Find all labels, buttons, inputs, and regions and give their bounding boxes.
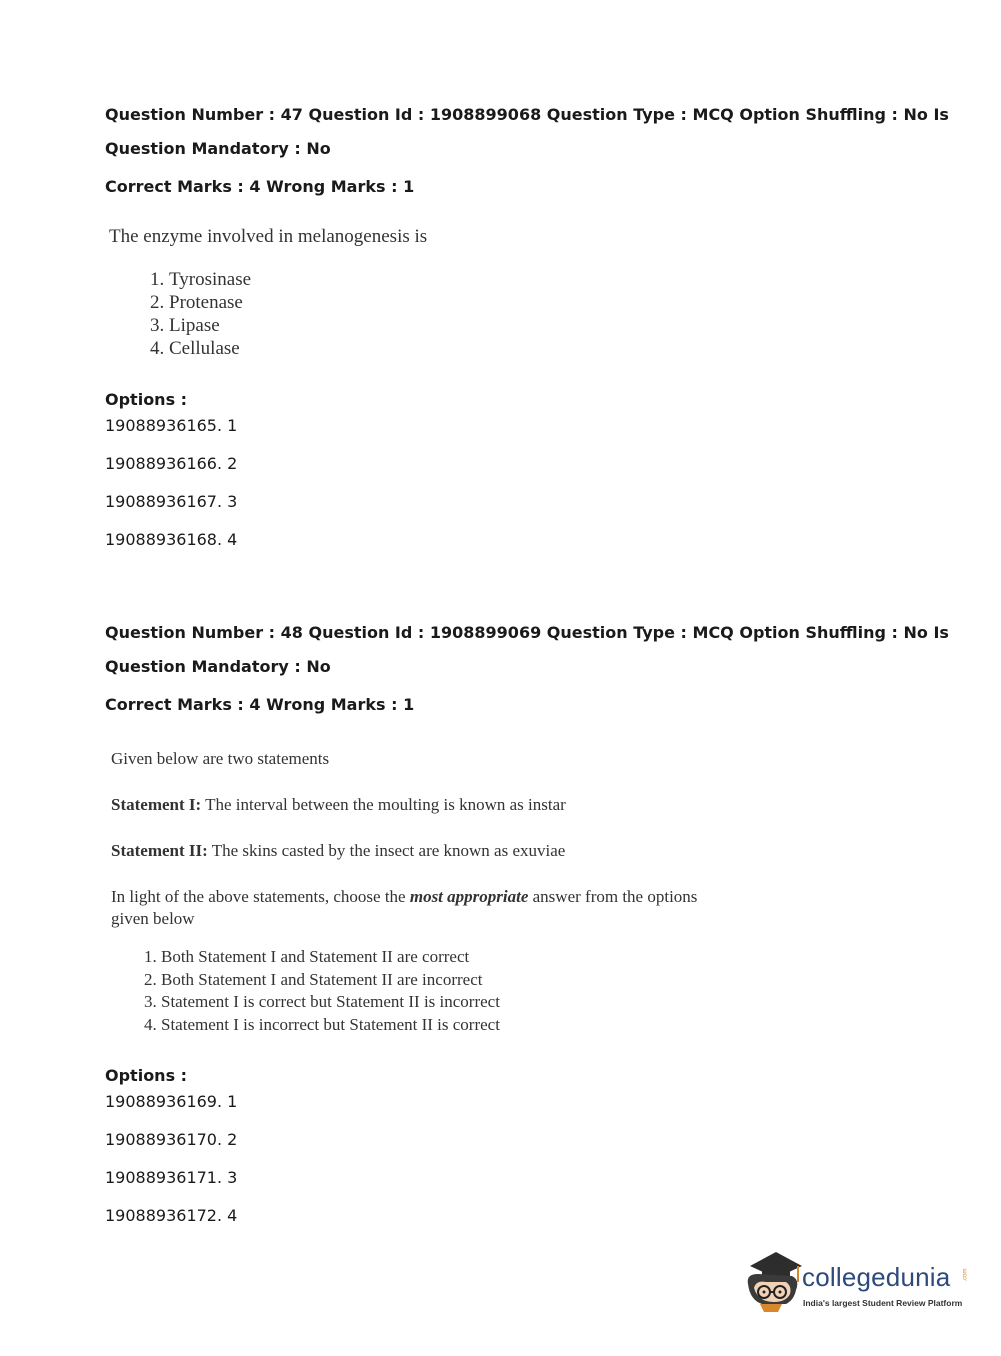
choice-item: 1. Tyrosinase: [169, 268, 965, 291]
choice-item: 4. Statement I is incorrect but Statement II is correct: [161, 1014, 965, 1037]
question-intro: Given below are two statements: [111, 749, 330, 768]
choice-item: 3. Lipase: [169, 314, 965, 337]
statement-1-text: The interval between the moulting is known as instar: [201, 795, 566, 814]
statement-2-text: The skins casted by the insect are known as exuviae: [207, 841, 566, 860]
option-item: 19088936169. 1: [105, 1092, 238, 1111]
option-item: 19088936167. 3: [105, 492, 238, 511]
choice-item: 2. Protenase: [169, 291, 965, 314]
question-48: [105, 616, 965, 1235]
option-item: 19088936170. 2: [105, 1130, 238, 1149]
logo-wordmark: collegedunia: [802, 1262, 951, 1292]
option-item: 19088936172. 4: [105, 1206, 238, 1225]
statement-1: [111, 794, 965, 816]
options-label: Options :: [105, 390, 188, 409]
logo-tagline: India's largest Student Review Platform: [803, 1298, 963, 1308]
options-label: Options :: [105, 1066, 188, 1085]
instruction-pre: In light of the above statements, choose the: [111, 887, 410, 906]
instruction-emphasis: most appropriate: [409, 887, 529, 906]
choice-item: 4. Cellulase: [169, 337, 965, 360]
question-meta-line2: Question Mandatory : No: [105, 657, 331, 676]
question-47: [105, 98, 965, 559]
option-item: 19088936168. 4: [105, 530, 238, 549]
answer-choices: [137, 946, 965, 1036]
question-stem: The enzyme involved in melanogenesis is: [109, 226, 428, 247]
option-item: 19088936165. 1: [105, 416, 238, 435]
logo-suffix: .com: [962, 1268, 969, 1282]
statement-1-label: Statement I:: [111, 795, 202, 814]
statement-2: [111, 840, 965, 862]
choice-item: 3. Statement I is correct but Statement II is incorrect: [161, 991, 965, 1014]
answer-choices: [139, 268, 965, 360]
question-marks: Correct Marks : 4 Wrong Marks : 1: [105, 177, 415, 196]
choice-item: 2. Both Statement I and Statement II are incorrect: [161, 969, 965, 992]
question-meta-line2: Question Mandatory : No: [105, 139, 331, 158]
collegedunia-logo: [742, 1248, 972, 1320]
choice-item: 1. Both Statement I and Statement II are correct: [161, 946, 965, 969]
question-instruction: [111, 886, 731, 930]
question-meta-line1: Question Number : 47 Question Id : 1908899068 Question Type : MCQ Option Shuffling : No Is: [105, 105, 949, 124]
question-marks: Correct Marks : 4 Wrong Marks : 1: [105, 695, 415, 714]
option-item: 19088936171. 3: [105, 1168, 238, 1187]
option-item: 19088936166. 2: [105, 454, 238, 473]
mascot-icon: [742, 1248, 804, 1320]
question-meta-line1: Question Number : 48 Question Id : 1908899069 Question Type : MCQ Option Shuffling : No Is: [105, 623, 949, 642]
statement-2-label: Statement II:: [111, 841, 208, 860]
instruction-post: answer from the options given below: [111, 887, 698, 928]
